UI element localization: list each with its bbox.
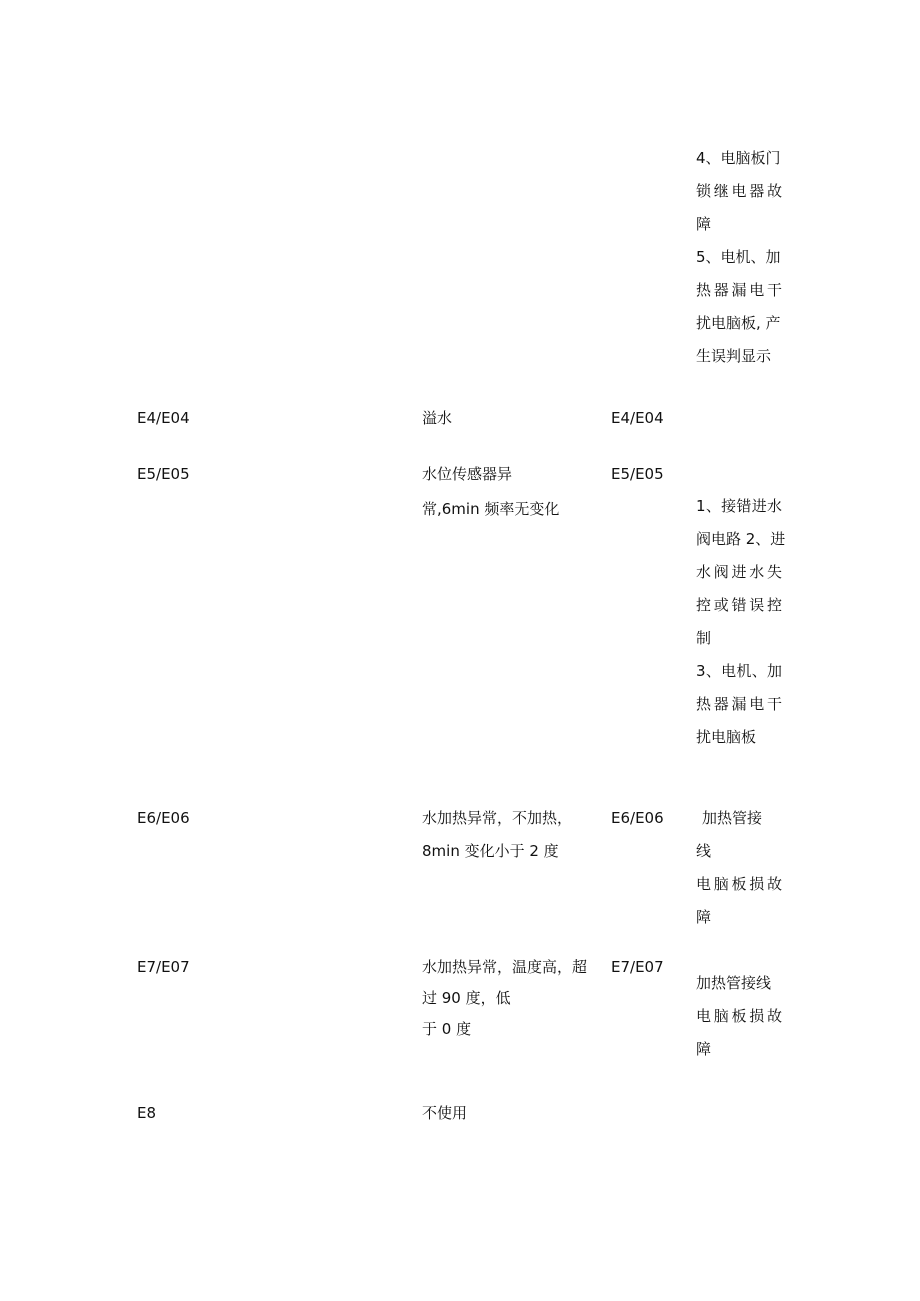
note-line: 热器漏电干: [696, 281, 782, 299]
display-code: E6/E06: [611, 809, 664, 827]
note-line: 阀电路 2、进: [696, 530, 786, 548]
error-description: 不使用: [422, 1104, 468, 1122]
note-line: 4、电脑板门: [696, 149, 781, 167]
note-line: 加热管接线: [696, 974, 772, 992]
description-line: 水位传感器异: [422, 465, 513, 483]
note-line: 生误判显示: [696, 347, 772, 365]
error-code: E7/E07: [137, 958, 190, 976]
error-description: [422, 458, 559, 526]
description-line: 水加热异常，不加热，: [422, 809, 573, 827]
note-line: 电脑板损故: [696, 1007, 782, 1025]
note-line: 电脑板损故: [696, 875, 782, 893]
cause-notes: [696, 967, 782, 1066]
note-line: 障: [696, 908, 712, 926]
note-line: 控或错误控: [696, 596, 782, 614]
error-description: 溢水: [422, 409, 453, 427]
cause-notes: [696, 490, 786, 754]
error-code: E5/E05: [137, 465, 190, 483]
note-line: 5、电机、加: [696, 248, 781, 266]
note-line: 3、电机、加: [696, 662, 782, 680]
note-line: 障: [696, 215, 712, 233]
display-code: E7/E07: [611, 958, 664, 976]
description-line: 于 0 度: [422, 1020, 472, 1038]
description-line: 常,6min 频率无变化: [422, 500, 560, 518]
note-line: 扰电脑板, 产: [696, 314, 781, 332]
top-notes: [696, 142, 782, 373]
note-line: 制: [696, 629, 712, 647]
error-code: E6/E06: [137, 809, 190, 827]
error-code: E4/E04: [137, 409, 190, 427]
error-code: E8: [137, 1104, 157, 1122]
note-line: 线: [696, 842, 712, 860]
error-description: [422, 951, 587, 1046]
cause-notes: [696, 802, 782, 934]
note-line: 锁继电器故: [696, 182, 782, 200]
display-code: E5/E05: [611, 465, 664, 483]
note-line: 热器漏电干: [696, 695, 782, 713]
note-line: 水阀进水失: [696, 563, 782, 581]
note-line: 障: [696, 1040, 712, 1058]
note-line: 1、接错进水: [696, 497, 782, 515]
note-line: 加热管接: [702, 809, 763, 827]
note-line: 扰电脑板: [696, 728, 757, 746]
description-line: 过 90 度，低: [422, 989, 511, 1007]
display-code: E4/E04: [611, 409, 664, 427]
error-description: [422, 802, 572, 868]
description-line: 水加热异常，温度高，超: [422, 958, 588, 976]
description-line: 8min 变化小于 2 度: [422, 842, 559, 860]
